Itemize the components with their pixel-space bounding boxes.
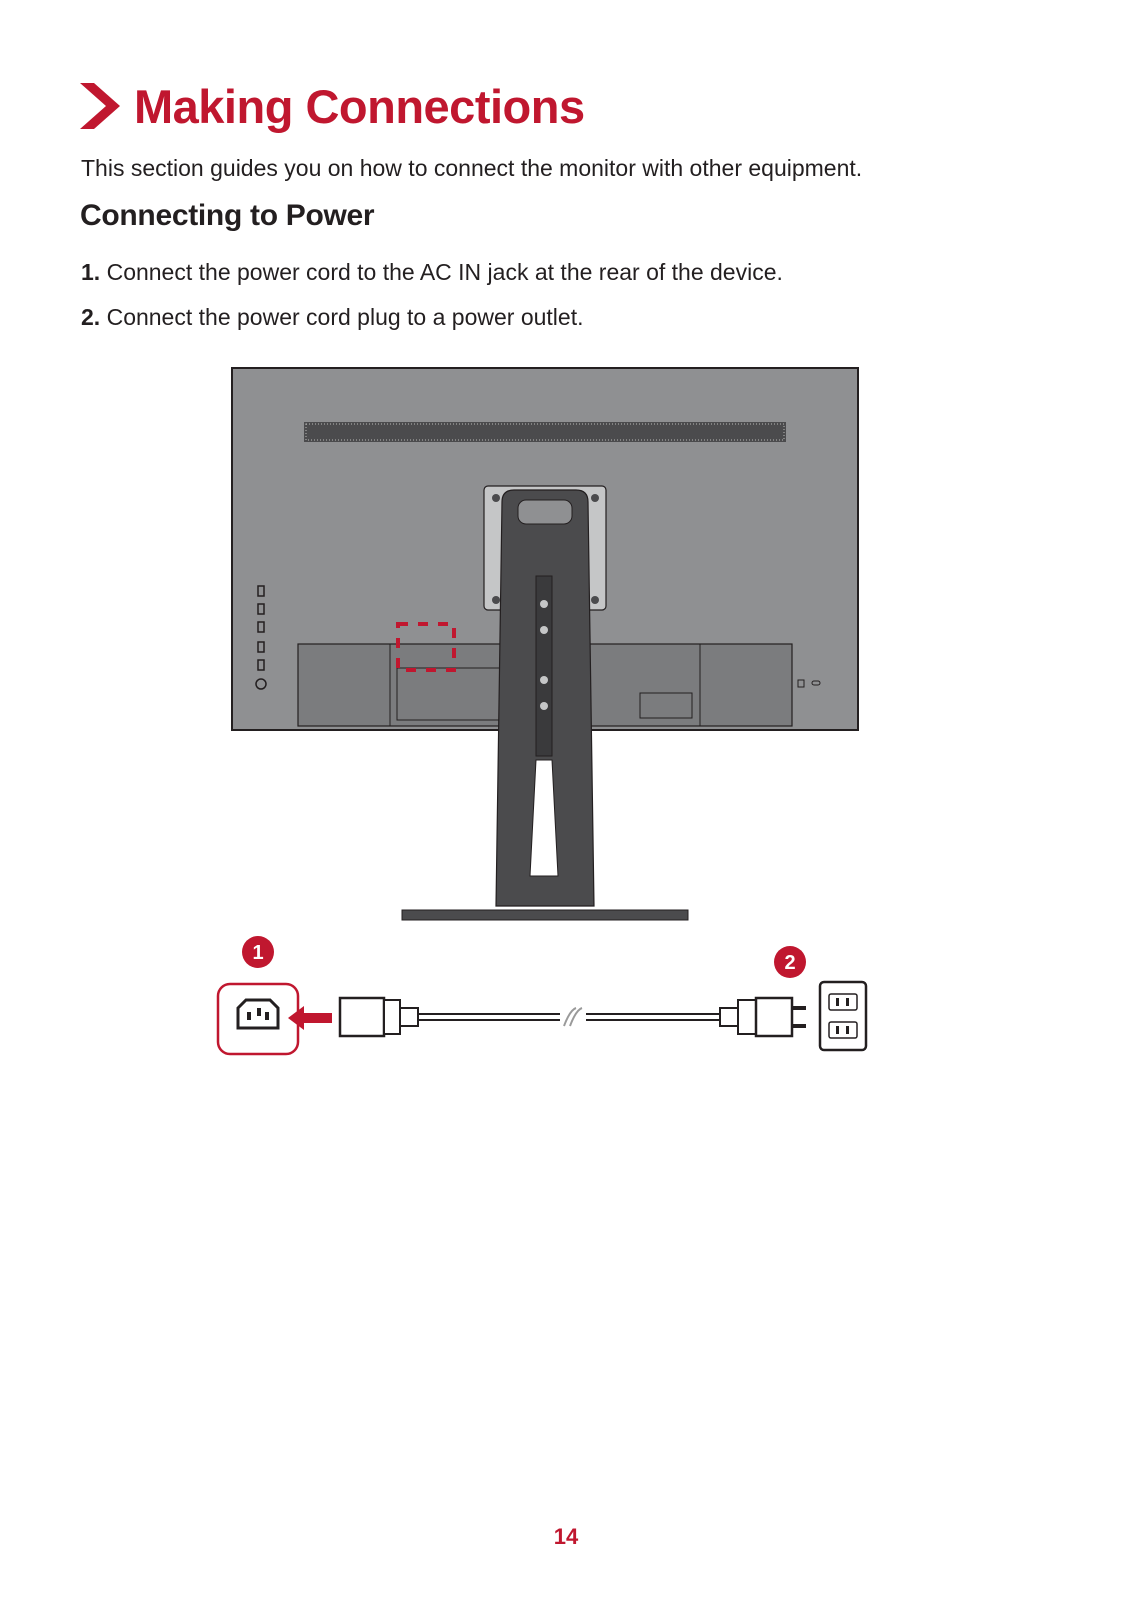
ac-in-socket-icon	[218, 984, 298, 1054]
step-2	[81, 304, 583, 331]
section-title: Connecting to Power	[80, 199, 375, 232]
step-1	[81, 259, 783, 286]
monitor-rear-illustration	[232, 368, 858, 920]
step-2-text: Connect the power cord plug to a power outlet.	[100, 304, 584, 330]
callout-2-label: 2	[784, 952, 796, 974]
callout-1-label: 1	[252, 942, 264, 964]
step-1-text: Connect the power cord to the AC IN jack at the rear of the device.	[100, 259, 783, 285]
step-1-number: 1.	[81, 259, 101, 285]
wall-outlet-icon	[820, 982, 866, 1050]
power-cord-icon	[340, 998, 806, 1036]
callout-2	[774, 946, 806, 978]
page-title: Making Connections	[134, 79, 585, 133]
callout-1	[242, 936, 274, 968]
page-header	[80, 78, 585, 134]
chevron-right-icon	[80, 83, 120, 129]
power-connection-figure	[200, 360, 900, 1070]
step-2-number: 2.	[81, 304, 101, 330]
intro-text: This section guides you on how to connect the monitor with other equipment.	[81, 155, 863, 181]
page-number: 14	[553, 1524, 579, 1549]
